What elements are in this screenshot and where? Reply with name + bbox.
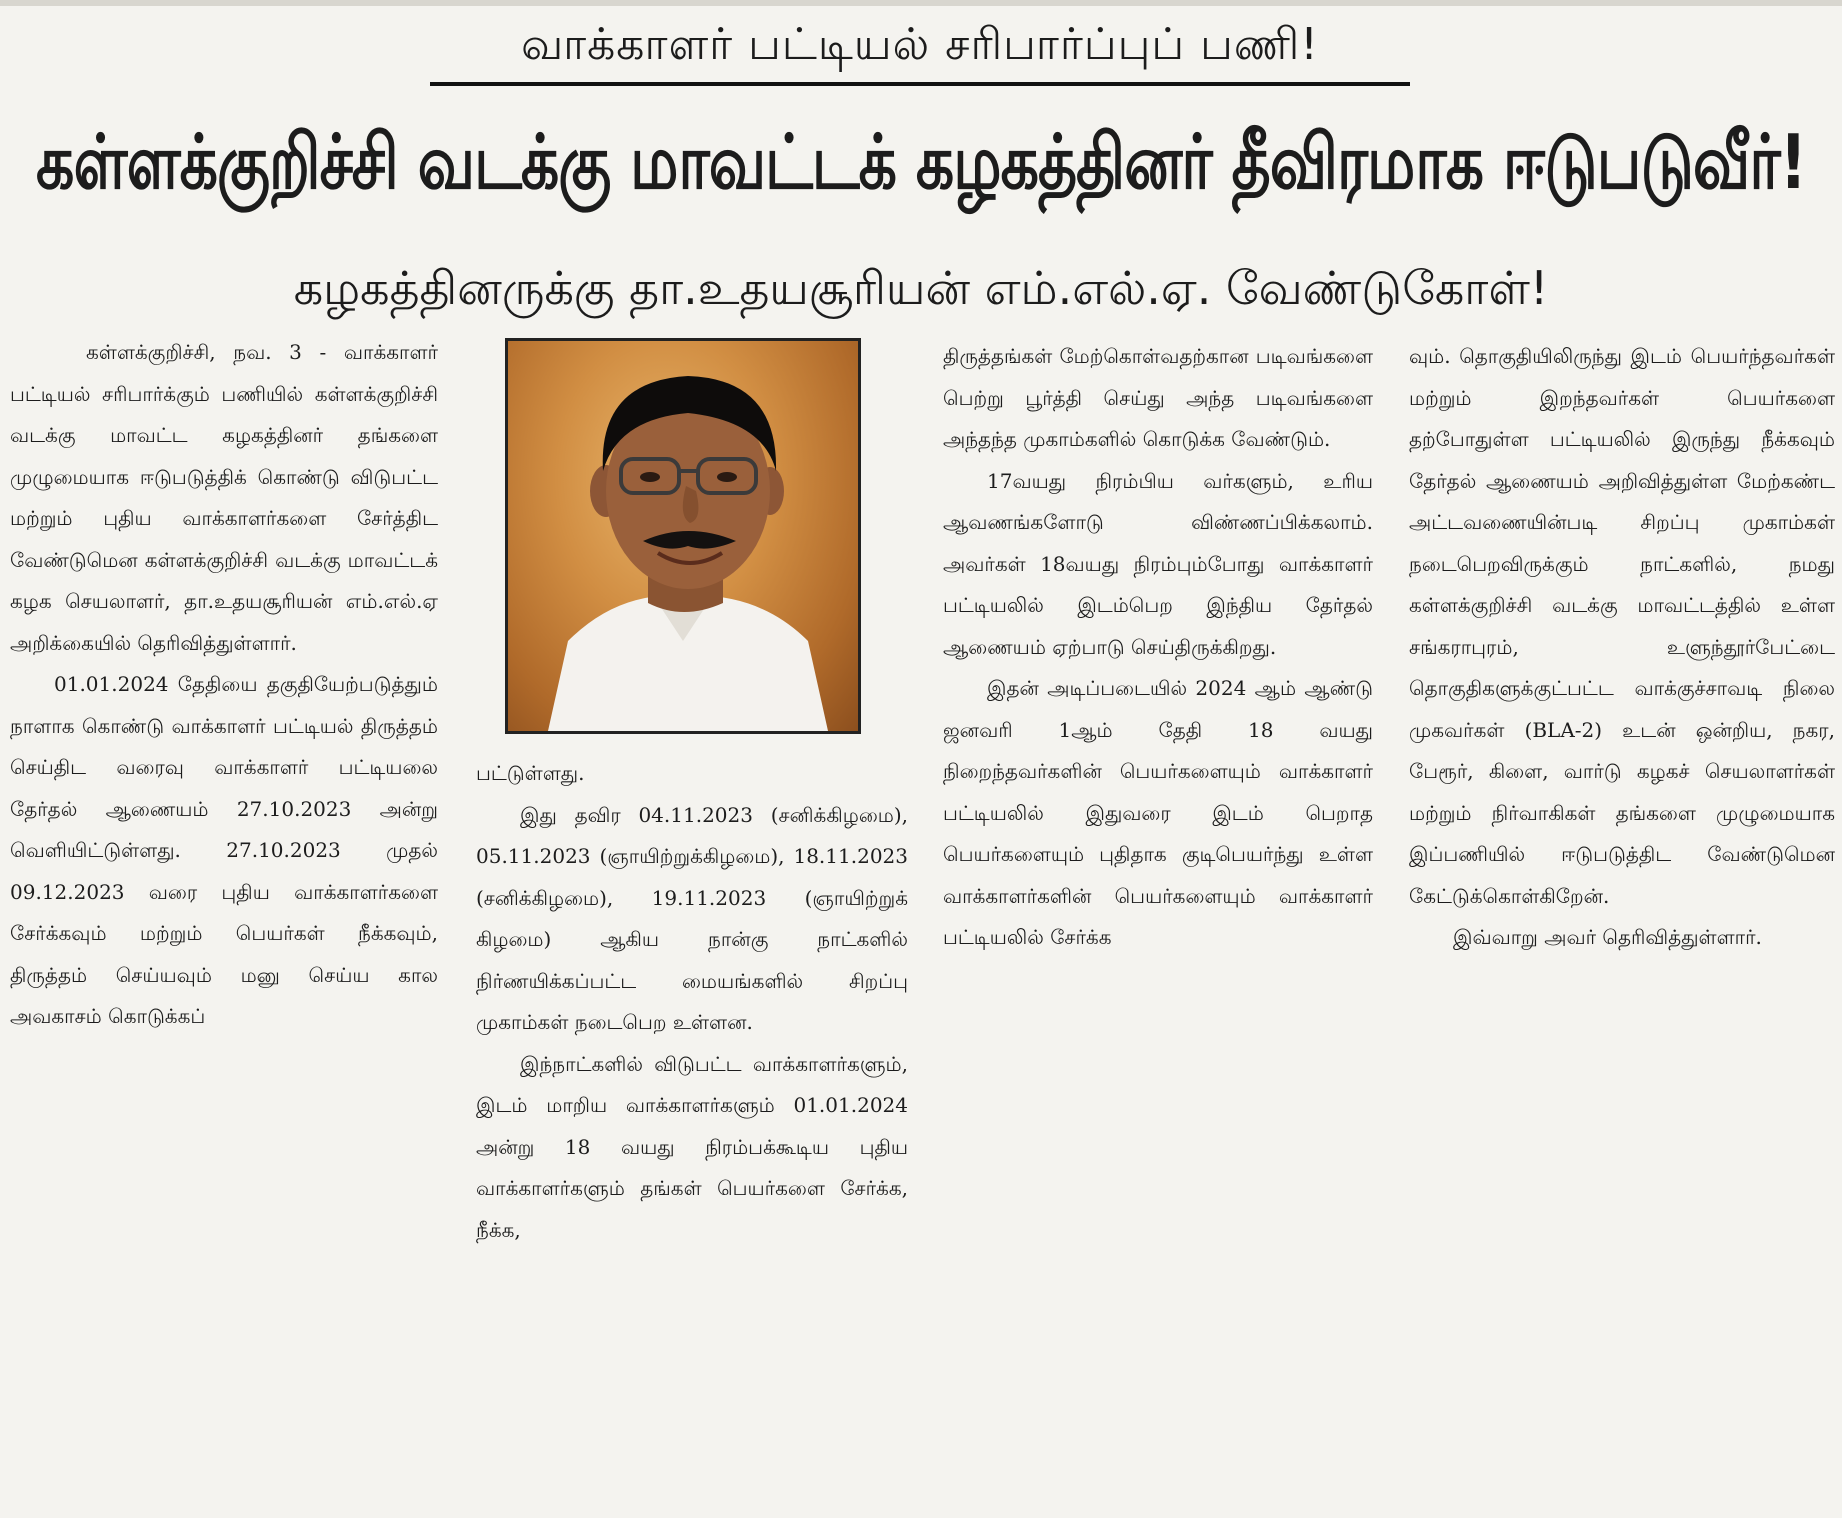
article-paragraph: பட்டுள்ளது. — [476, 761, 585, 785]
portrait-photo — [505, 338, 861, 734]
article-paragraph: 17வயது நிரம்பிய வர்களும், உரிய ஆவணங்களோடு விண்ணப்பிக்கலாம். அவர்கள் 18வயது நிரம்பும்போது வாக்காளர் பட்டியலில் இடம்பெற இந்திய தேர்தல் ஆணையம் ஏற்பாடு செய்திருக்கிறது. — [943, 468, 1373, 659]
article-column-4 — [1409, 336, 1835, 959]
sub-headline: கழகத்தினருக்கு தா.உதயசூரியன் எம்.எல்.ஏ. வேண்டுகோள்! — [293, 261, 1549, 315]
article-column-1 — [10, 332, 438, 1038]
article-paragraph: இவ்வாறு அவர் தெரிவித்துள்ளார். — [1453, 925, 1762, 949]
article-paragraph: கள்ளக்குறிச்சி, நவ. 3 - வாக்காளர் பட்டியல் சரிபார்க்கும் பணியில் கள்ளக்குறிச்சி வடக்கு மாவட்ட கழகத்தினர் தங்களை முழுமையாக ஈடுபடுத்திக் கொண்டு விடுபட்ட மற்றும் புதிய வாக்காளர்களை சேர்த்திட வேண்டுமென கள்ளக்குறிச்சி வடக்கு மாவட்டக் கழக செயலாளர், தா.உதயசூரியன் எம்.எல்.ஏ அறிக்கையில் தெரிவித்துள்ளார். — [10, 340, 438, 655]
article-column-2 — [476, 753, 908, 1251]
article-column-3 — [943, 336, 1373, 959]
main-headline: கள்ளக்குறிச்சி வடக்கு மாவட்டக் கழகத்தினர் தீவிரமாக ஈடுபடுவீர்! — [35, 119, 1807, 207]
article-paragraph: வும். தொகுதியிலிருந்து இடம் பெயர்ந்தவர்கள் மற்றும் இறந்தவர்கள் பெயர்களை தற்போதுள்ள பட்டியலில் இருந்து நீக்கவும் தேர்தல் ஆணையம் அறிவித்துள்ள மேற்கண்ட அட்டவணையின்படி சிறப்பு முகாம்கள் நடைபெறவிருக்கும் நாட்களில், நமது கள்ளக்குறிச்சி வடக்கு மாவட்டத்தில் உள்ள சங்கராபுரம், உளுந்தூர்பேட்டை தொகுதிகளுக்குட்பட்ட வாக்குச்சாவடி நிலை முகவர்கள் (BLA-2) உடன் ஒன்றிய, நகர, பேரூர், கிளை, வார்டு கழகச் செயலாளர்கள் மற்றும் நிர்வாகிகள் தங்களை முழுமையாக இப்பணியில் ஈடுபடுத்திட வேண்டுமென கேட்டுக்கொள்கிறேன். — [1409, 344, 1835, 908]
article-paragraph: இந்நாட்களில் விடுபட்ட வாக்காளர்களும், இடம் மாறிய வாக்காளர்களும் 01.01.2024 அன்று 18 வயது நிரம்பக்கூடிய புதிய வாக்காளர்களும் தங்கள் பெயர்களை சேர்க்க, நீக்க, — [476, 1051, 908, 1242]
portrait-illustration — [508, 341, 858, 731]
article-paragraph: இதன் அடிப்படையில் 2024 ஆம் ஆண்டு ஜனவரி 1ஆம் தேதி 18 வயது நிறைந்தவர்களின் பெயர்களையும் வாக்காளர் பட்டியலில் இதுவரை இடம் பெறாத பெயர்களையும் புதிதாக குடிபெயர்ந்து உள்ள வாக்காளர்களின் பெயர்களையும் வாக்காளர் பட்டியலில் சேர்க்க — [943, 676, 1373, 949]
article-paragraph: 01.01.2024 தேதியை தகுதியேற்படுத்தும் நாளாக கொண்டு வாக்காளர் பட்டியல் திருத்தம் செய்திட வரைவு வாக்காளர் பட்டியலை தேர்தல் ஆணையம் 27.10.2023 அன்று வெளியிட்டுள்ளது. 27.10.2023 முதல் 09.12.2023 வரை புதிய வாக்காளர்களை சேர்க்கவும் மற்றும் பெயர்கள் நீக்கவும், திருத்தம் செய்யவும் மனு செய்ய கால அவகாசம் கொடுக்கப் — [10, 672, 438, 1028]
kicker-headline: வாக்காளர் பட்டியல் சரிபார்ப்புப் பணி! — [430, 14, 1410, 86]
article-paragraph: இது தவிர 04.11.2023 (சனிக்கிழமை), 05.11.2023 (ஞாயிற்றுக்கிழமை), 18.11.2023 (சனிக்கிழமை), 19.11.2023 (ஞாயிற்றுக் கிழமை) ஆகிய நான்கு நாட்களில் நிர்ணயிக்கப்பட்ட மையங்களில் சிறப்பு முகாம்கள் நடைபெற உள்ளன. — [476, 802, 908, 1034]
top-border-strip — [0, 0, 1842, 6]
article-paragraph: திருத்தங்கள் மேற்கொள்வதற்கான படிவங்களை பெற்று பூர்த்தி செய்து அந்த படிவங்களை அந்தந்த முகாம்களில் கொடுக்க வேண்டும். — [943, 344, 1373, 451]
